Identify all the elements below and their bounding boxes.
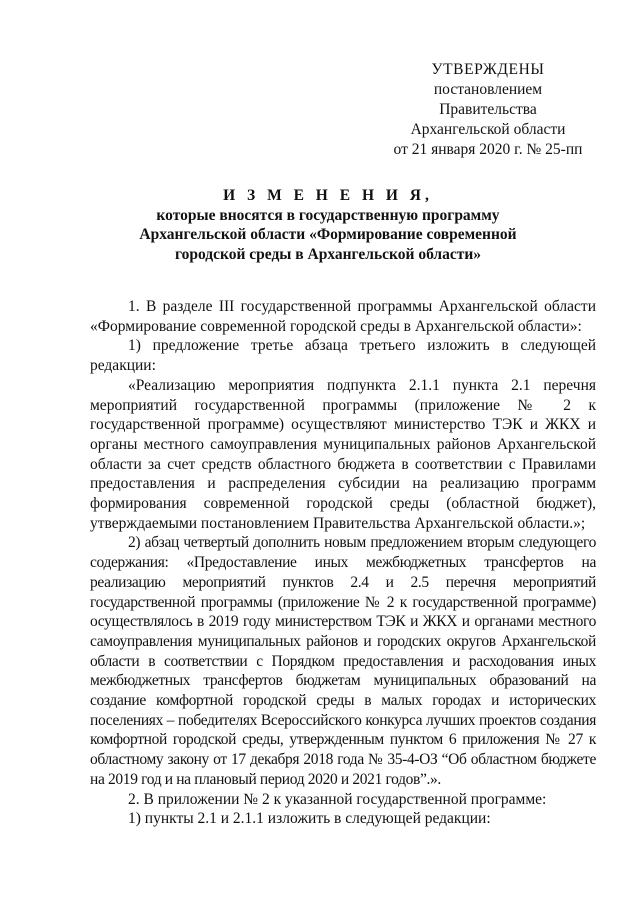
paragraph-item-2-1: 1) пункты 2.1 и 2.1.1 изложить в следующей редакции: <box>128 810 491 828</box>
approval-block <box>384 60 592 160</box>
paragraph-item-1-1: 1) предложение третье абзаца третьего изложить в следующей редакции: <box>90 337 596 375</box>
heading-title: И З М Е Н Е Н И Я, <box>223 187 433 204</box>
document-heading <box>80 186 576 264</box>
approval-line-date-number: от 21 января 2020 г. № 25-пп <box>393 141 583 158</box>
heading-line-1: которые вносятся в государственную программу <box>156 206 500 224</box>
paragraph-section-1: 1. В разделе III государственной программы Архангельской области «Формирование современной городской среды в Архангельской области»: <box>90 298 596 335</box>
paragraph-item-1-2: 2) абзац четвертый дополнить новым предложением вторым следующего содержания: «Предоставление иных межбюджетных трансфертов на реализацию мероприятий пунктов 2.4 и 2.5 перечня мероприятий государственной программы (приложение № 2 к государственной программе) осуществлялось в 2019 году министерством ТЭК и ЖКХ и органами местного самоуправления муниципальных районов и городских округов Архангельской области в соответствии с Порядком предоставления и расходования иных межбюджетных трансфертов бюджетам муниципальных образований на создание комфортной городской среды в малых городах и исторических поселениях – победителях Всероссийского конкурса лучших проектов создания комфортной городской среды, утвержденным пунктом 6 приложения № 27 к областному закону от 17 декабря 2018 года № 35-4-ОЗ “Об областном бюджете на 2019 год и на плановый период 2020 и 2021 годов”.». <box>90 534 596 788</box>
approval-line-authority: постановлением Правительства <box>433 81 543 118</box>
paragraph-quote-1: «Реализацию мероприятия подпункта 2.1.1 пункта 2.1 перечня мероприятий государственной программы (приложение № 2 к государственной программе) осуществляют министерство ТЭК и ЖКХ и органы местного самоуправления муниципальных районов Архангельской области за счет средств областного бюджета в соответствии с Правилами предоставления и распределения субсидии на реализацию программ формирования современной городской среды (областной бюджет), утверждаемыми постановлением Правительства Архангельской области.»; <box>90 376 596 532</box>
heading-line-2: Архангельской области «Формирование современной <box>139 226 517 243</box>
approval-title: УТВЕРЖДЕНЫ <box>431 61 545 78</box>
approval-line-region: Архангельской области <box>410 121 566 138</box>
document-body <box>90 297 596 829</box>
heading-line-3: городской среды в Архангельской области» <box>174 245 482 263</box>
paragraph-section-2: 2. В приложении № 2 к указанной государственной программе: <box>128 790 547 808</box>
